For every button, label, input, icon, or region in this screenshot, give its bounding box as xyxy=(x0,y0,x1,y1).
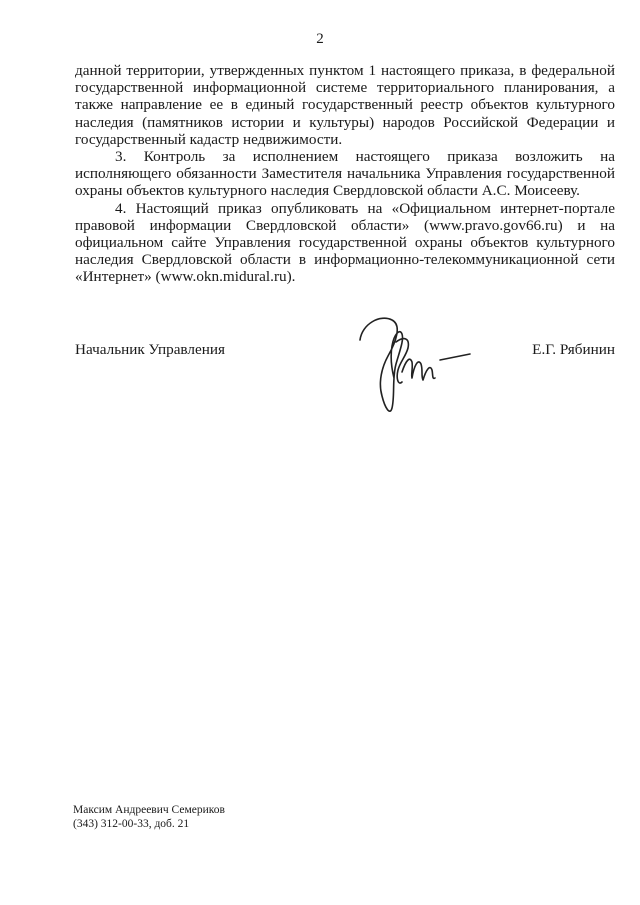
paragraph-continuation: данной территории, утвержденных пунктом 1 настоящего приказа, в федеральной государственной информационной системе территориального планирования, а также направление ее в единый государственный реестр объектов культурного наследия (памятников истории и культуры) народов Российской Федерации и государственный кадастр недвижимости. xyxy=(75,62,615,148)
paragraph-publication-clause: 4. Настоящий приказ опубликовать на «Официальном интернет-портале правовой информации Свердловской области» (www.pravo.gov66.ru) и на официальном сайте Управления государственной охраны объектов культурного наследия Свердловской области в информационно-телекоммуникационной сети «Интернет» (www.okn.midural.ru). xyxy=(75,199,615,286)
executor-name: Максим Андреевич Семериков xyxy=(73,804,225,816)
executor-phone: (343) 312-00-33, доб. 21 xyxy=(73,818,190,830)
signer-name: Е.Г. Рябинин xyxy=(532,341,615,358)
document-body xyxy=(75,62,615,286)
paragraph-control-clause: 3. Контроль за исполнением настоящего приказа возложить на исполняющего обязанности Заместителя начальника Управления государственной охраны объектов культурного наследия Свердловской области А.С. Моисееву. xyxy=(75,148,615,200)
page-number: 2 xyxy=(316,31,324,47)
executor-info xyxy=(73,803,225,831)
signer-position: Начальник Управления xyxy=(75,341,225,358)
signature-block xyxy=(75,341,615,363)
handwritten-signature xyxy=(352,312,477,422)
